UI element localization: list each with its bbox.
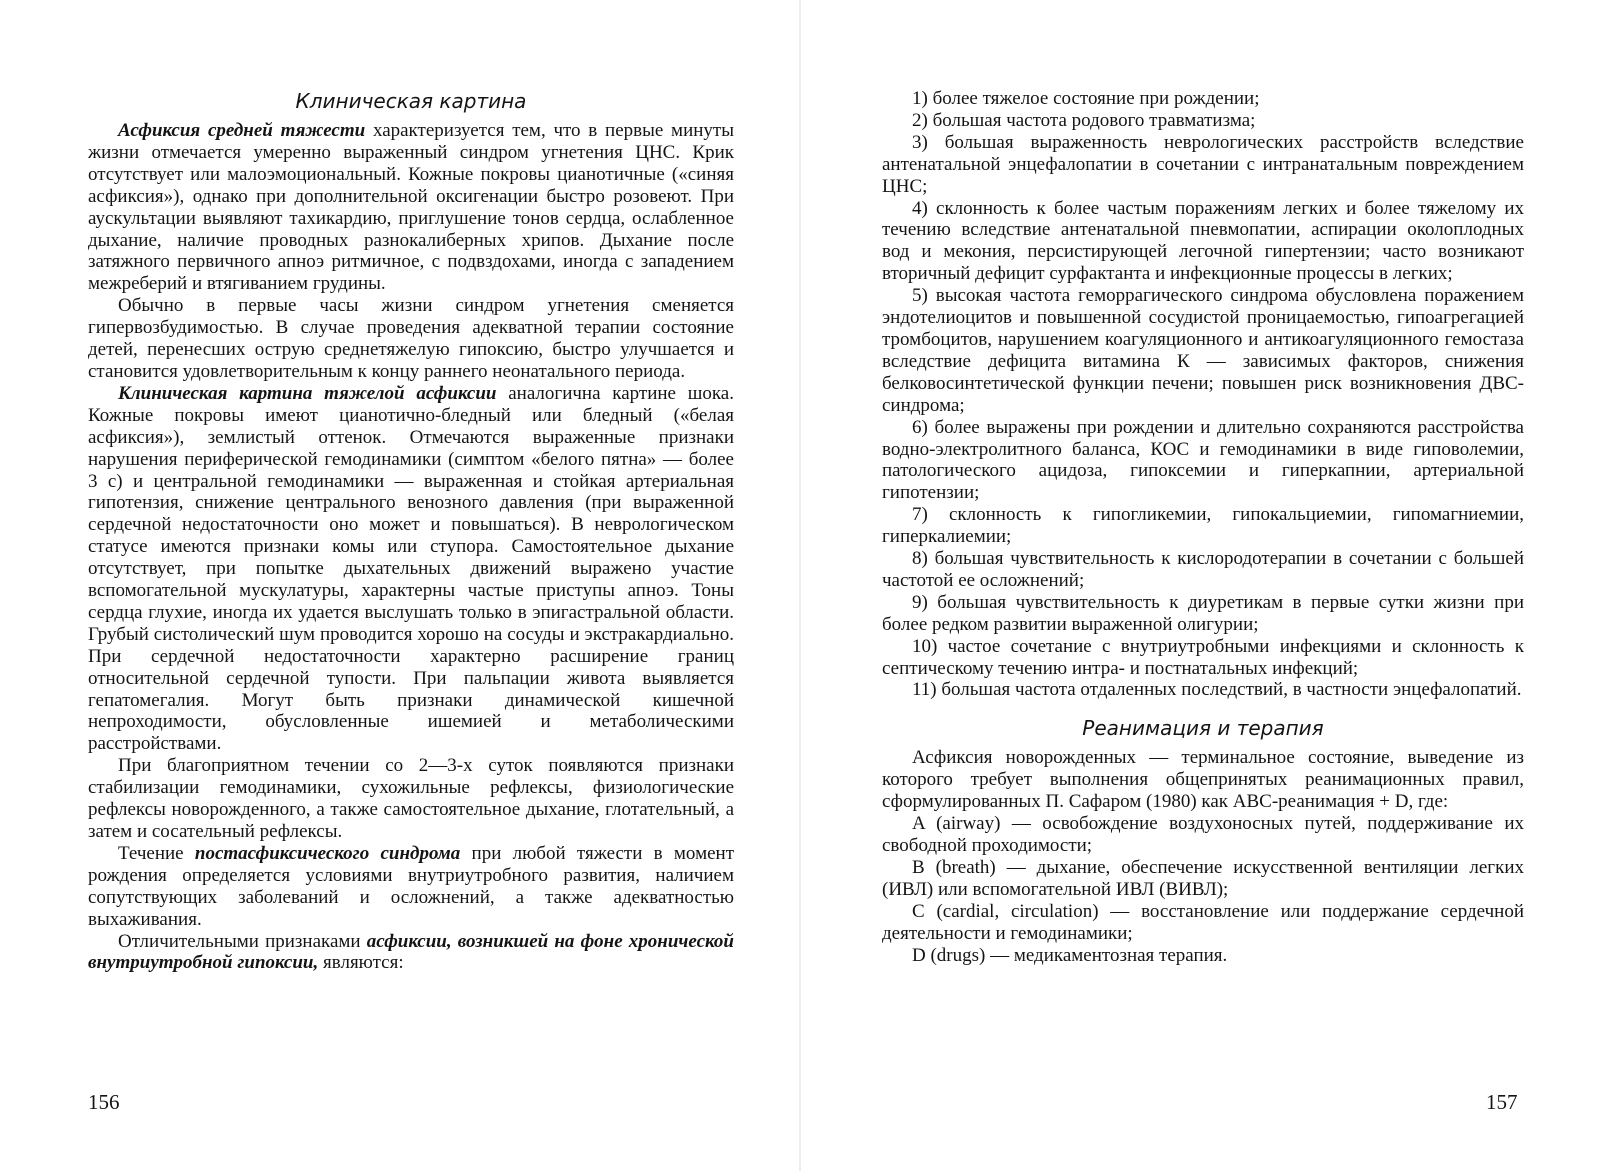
list-item: 1) более тяжелое состояние при рождении; xyxy=(912,88,1260,109)
abcd-item: C (cardial, circulation) — восстановление или поддержание сердечной деятельности и гемодинамики; xyxy=(882,900,1524,944)
paragraph-text: при любой тяжести в момент рождения определяется условиями внутриутробного развития, наличием сопутствующих заболеваний и осложнений, а также адекватностью выхаживания. xyxy=(88,842,734,930)
term-severe-asphyxia: Клиническая картина тяжелой асфиксии xyxy=(118,382,497,404)
section-heading-clinical-picture: Клиническая картина xyxy=(295,89,527,113)
paragraph-resuscitation-intro: Асфиксия новорожденных — терминальное состояние, выведение из которого требует выполнения общепринятых реанимационных правил, сформулированных П. Сафаром (1980) как АВС-реанимация + D, где: xyxy=(882,747,1524,813)
paragraph-text: Течение xyxy=(118,842,195,864)
left-text-column xyxy=(88,88,734,974)
paragraph-text: Отличительными признаками xyxy=(118,930,367,952)
list-item: 4) склонность к более частым поражениям легких и более тяжелому их течению вследствие антенатальной пневмопатии, аспирации околоплодных вод и мекония, персистирующей легочной гипертензии; часто возникают вторичный дефицит сурфактанта и инфекционные процессы в легких; xyxy=(882,197,1524,285)
paragraph-text: аналогична картине шока. Кожные покровы имеют цианотично-бледный или бледный («белая асфиксия»), землистый оттенок. Отмечаются выраженные признаки нарушения периферической гемодинамики (симптом «белого пятна» — более 3 с) и центральной гемодинамики — выраженная и стойкая артериальная гипотензия, снижение центрального венозного давления (при выраженной сердечной недостаточности оно может и повышаться). В неврологическом статусе имеются признаки комы или ступора. Самостоятельное дыхание отсутствует, при попытке дыхательных движений выражено участие вспомогательной мускулатуры, характерны частые приступы апноэ. Тоны сердца глухие, иногда их удается выслушать только в эпигастральной области. Грубый систолический шум проводится хорошо на сосуды и экстракардиально. При сердечной недостаточности характерно расширение границ относительной сердечной тупости. При пальпации живота выявляется гепатомегалия. Могут быть признаки динамической кишечной непроходимости, обусловленные ишемией и метаболическими расстройствами. xyxy=(88,382,734,755)
list-item: 7) склонность к гипогликемии, гипокальциемии, гипомагниемии, гиперкалиемии; xyxy=(882,504,1524,548)
list-item: 9) большая чувствительность к диуретикам в первые сутки жизни при более редком развитии выраженной олигурии; xyxy=(882,591,1524,635)
paragraph-distinguishing-signs xyxy=(88,931,734,975)
list-item: 2) большая частота родового травматизма; xyxy=(912,109,1256,131)
paragraph-text: являются: xyxy=(318,952,404,974)
paragraph-severe-asphyxia xyxy=(88,383,734,755)
list-item: 10) частое сочетание с внутриутробными инфекциями и склонность к септическому течению интра- и постнатальных инфекций; xyxy=(882,635,1524,679)
right-text-column xyxy=(882,88,1524,966)
paragraph-moderate-asphyxia xyxy=(88,120,734,295)
abcd-item: A (airway) — освобождение воздухоносных путей, поддерживание их свободной проходимости; xyxy=(882,813,1524,856)
paragraph-hyperexcitability: Обычно в первые часы жизни синдром угнетения сменяется гипервозбудимостью. В случае проведения адекватной терапии состояние детей, перенесших острую среднетяжелую гипоксию, быстро улучшается и становится удовлетворительным к концу раннего неонатального периода. xyxy=(88,295,734,382)
list-item: 6) более выражены при рождении и длительно сохраняются расстройства водно-электролитного баланса, КОС и гемодинамики в виде гиповолемии, патологического ацидоза, гипоксемии и гиперкапнии, артериальной гипотензии; xyxy=(882,416,1524,504)
page-number-left: 156 xyxy=(88,1090,120,1114)
list-item: 5) высокая частота геморрагического синдрома обусловлена поражением эндотелиоцитов и повышенной сосудистой проницаемостью, гипоагрегацией тромбоцитов, нарушением коагуляционного и антикоагуляционного гемостаза вследствие дефицита витамина К — зависимых факторов, снижения белковосинтетической функции печени; повышен риск возникновения ДВС-синдрома; xyxy=(882,285,1524,416)
paragraph-postasphyxia-syndrome xyxy=(88,843,734,931)
section-heading-resuscitation: Реанимация и терапия xyxy=(1082,716,1324,741)
abcd-item: D (drugs) — медикаментозная терапия. xyxy=(912,944,1228,966)
term-postasphyxia-syndrome: постасфиксического синдрома xyxy=(194,842,461,864)
abcd-item: B (breath) — дыхание, обеспечение искусственной вентиляции легких (ИВЛ) или вспомогательной ИВЛ (ВИВЛ); xyxy=(882,856,1524,900)
term-chronic-hypoxia-asphyxia: асфиксии, возникшей на фоне хронической внутриутробной гипоксии, xyxy=(88,930,734,974)
term-moderate-asphyxia: Асфиксия средней тяжести xyxy=(118,120,366,141)
list-item: 3) большая выраженность неврологических расстройств вследствие антенатальной энцефалопатии в сочетании с интранатальным повреждением ЦНС; xyxy=(882,131,1524,197)
paragraph-text: характеризуется тем, что в первые минуты жизни отмечается умеренно выраженный синдром угнетения ЦНС. Крик отсутствует или малоэмоциональный. Кожные покровы цианотичные («синяя асфиксия»), однако при дополнительной оксигенации быстро розовеют. При аускультации выявляют тахикардию, приглушение тонов сердца, ослабленное дыхание, наличие проводных разнокалиберных хрипов. Дыхание после затяжного первичного апноэ ритмичное, с подвздохами, иногда с западением межреберий и втягиванием грудины. xyxy=(88,120,734,295)
list-item: 11) большая частота отдаленных последствий, в частности энцефалопатий. xyxy=(912,679,1522,701)
paragraph-favorable-course: При благоприятном течении со 2—3-х суток появляются признаки стабилизации гемодинамики, сухожильные рефлексы, физиологические рефлексы новорожденного, а также самостоятельное дыхание, глотательный, а затем и сосательный рефлексы. xyxy=(88,755,734,842)
left-page xyxy=(0,0,800,1171)
page-number-right: 157 xyxy=(1486,1090,1518,1114)
right-page xyxy=(800,0,1601,1171)
list-item: 8) большая чувствительность к кислородотерапии в сочетании с большей частотой ее осложнений; xyxy=(882,548,1524,591)
